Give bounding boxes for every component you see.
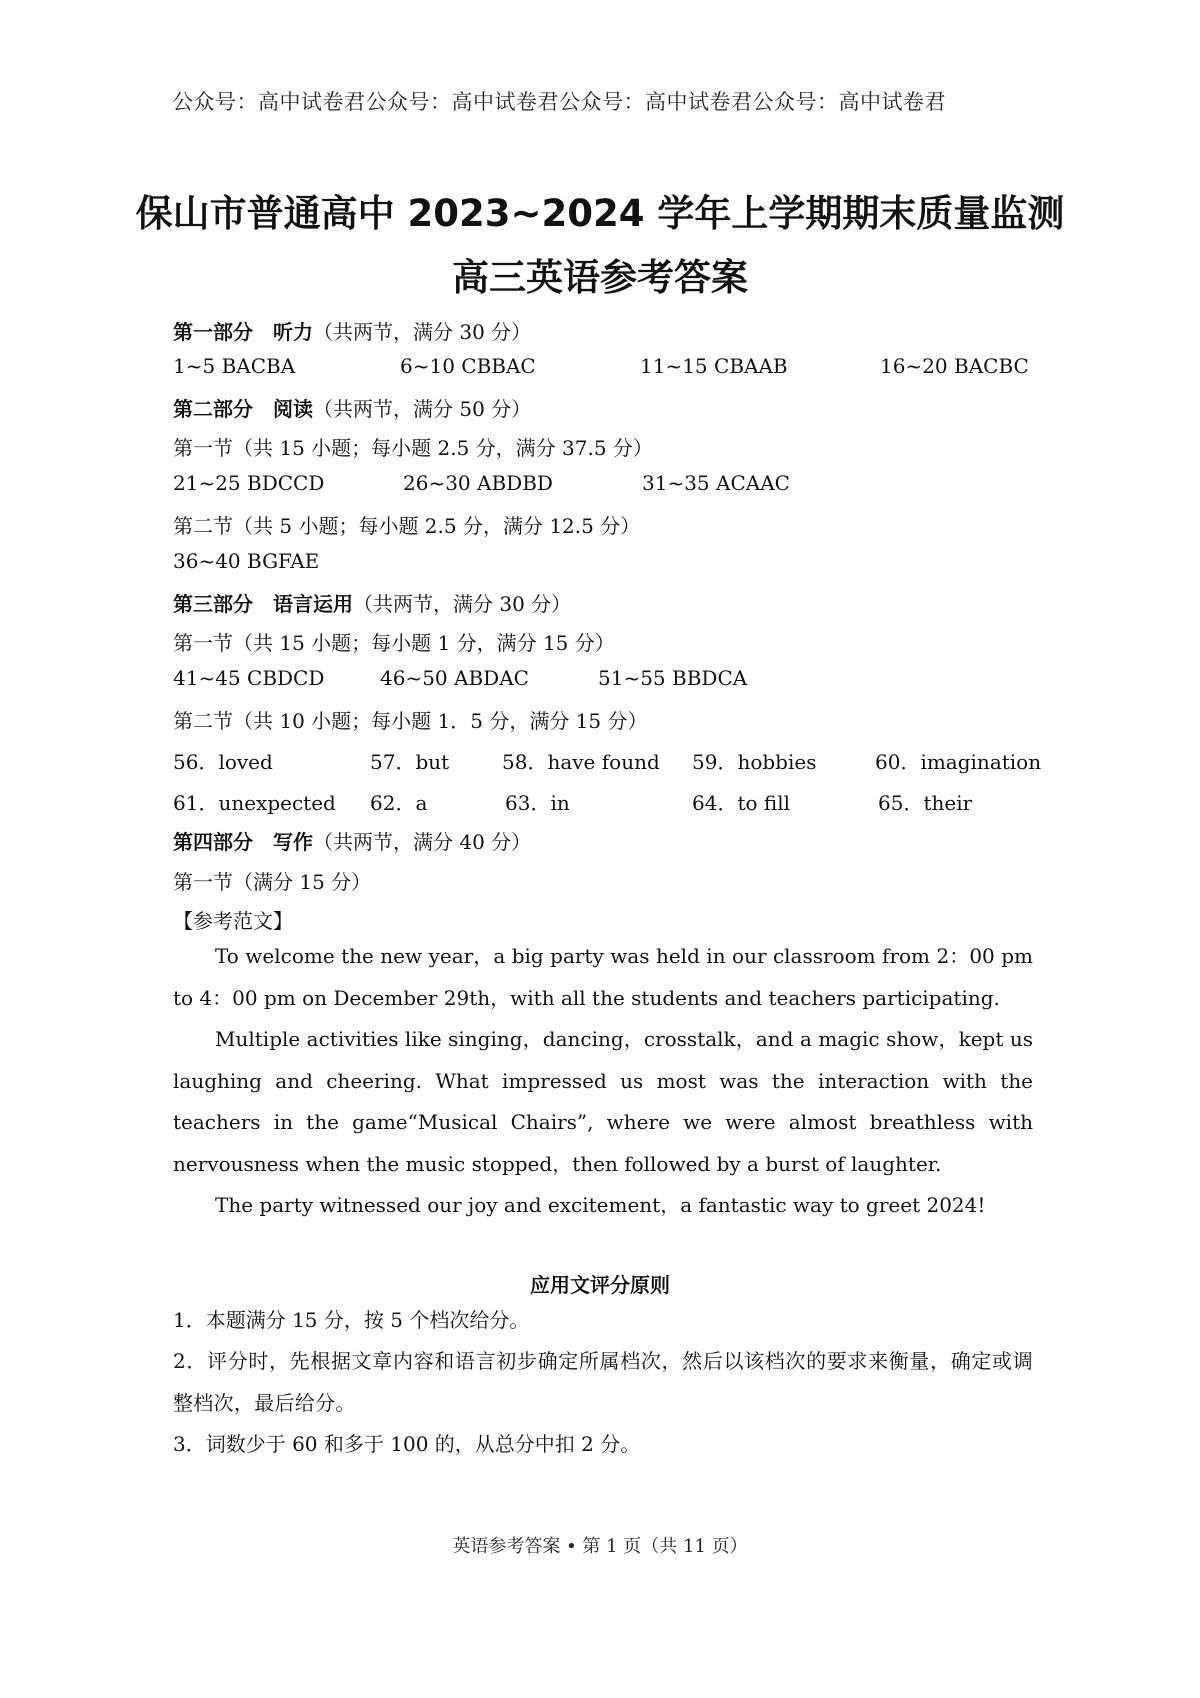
sample-essay-label: 【参考范文】 bbox=[173, 909, 293, 933]
part2-section2-note: 第二节（共 5 小题；每小题 2.5 分，满分 12.5 分） bbox=[173, 514, 641, 538]
part2-section1-note: 第一节（共 15 小题；每小题 2.5 分，满分 37.5 分） bbox=[173, 436, 653, 460]
part1-note: （共两节，满分 30 分） bbox=[313, 320, 532, 344]
answer-group: 46~50 ABDAC bbox=[380, 666, 529, 690]
answer-group: 6~10 CBBAC bbox=[400, 354, 536, 378]
rubric-heading: 应用文评分原则 bbox=[530, 1273, 670, 1297]
sample-paragraph-1: To welcome the new year，a big party was held in our classroom from 2：00 pm to 4：00 pm on December 29th，with all the students and teachers participating. bbox=[173, 944, 1033, 1010]
fill-answer: 65．their bbox=[878, 791, 973, 815]
part2-heading bbox=[173, 393, 531, 422]
fill-answer: 61．unexpected bbox=[173, 791, 336, 815]
fill-answer: 56．loved bbox=[173, 750, 273, 774]
answer-group: 21~25 BDCCD bbox=[173, 471, 325, 495]
part4-note: （共两节，满分 40 分） bbox=[313, 830, 532, 854]
answer-group: 41~45 CBDCD bbox=[173, 666, 325, 690]
part2-title: 第二部分 阅读 bbox=[173, 397, 313, 421]
answer-group: 36~40 BGFAE bbox=[173, 549, 320, 573]
rubric-rule-3: 3．词数少于 60 和多于 100 的，从总分中扣 2 分。 bbox=[173, 1432, 641, 1456]
part4-section1-note: 第一节（满分 15 分） bbox=[173, 870, 372, 894]
part3-heading bbox=[173, 588, 571, 617]
part3-section2-note: 第二节（共 10 小题；每小题 1．5 分，满分 15 分） bbox=[173, 709, 648, 733]
document-title: 保山市普通高中 2023~2024 学年上学期期末质量监测 bbox=[135, 192, 1065, 235]
sample-paragraph-2: Multiple activities like singing，dancing，crosstalk，and a magic show，kept us laughing and cheering. What impressed us most was the interaction with the teachers in the game“Musical Chairs”, where we were almost breathless with nervousness when the music stopped，then followed by a burst of laughter. bbox=[173, 1027, 1033, 1176]
answer-group: 51~55 BBDCA bbox=[598, 666, 748, 690]
page-footer: 英语参考答案 • 第 1 页（共 11 页） bbox=[452, 1536, 748, 1557]
answer-group: 11~15 CBAAB bbox=[640, 354, 788, 378]
answer-group: 16~20 BACBC bbox=[880, 354, 1029, 378]
fill-answer: 59．hobbies bbox=[692, 750, 817, 774]
part1-heading bbox=[173, 316, 531, 345]
fill-answer: 63．in bbox=[505, 791, 570, 815]
answer-group: 26~30 ABDBD bbox=[403, 471, 553, 495]
part4-title: 第四部分 写作 bbox=[173, 830, 313, 854]
rubric-rule-2: 2．评分时，先根据文章内容和语言初步确定所属档次，然后以该档次的要求来衡量，确定或调整档次，最后给分。 bbox=[173, 1349, 1033, 1415]
part3-section1-note: 第一节（共 15 小题；每小题 1 分，满分 15 分） bbox=[173, 631, 615, 655]
sample-paragraph-3: The party witnessed our joy and excitement，a fantastic way to greet 2024! bbox=[215, 1193, 986, 1217]
part2-note: （共两节，满分 50 分） bbox=[313, 397, 532, 421]
part3-note: （共两节，满分 30 分） bbox=[353, 592, 572, 616]
answer-group: 1~5 BACBA bbox=[173, 354, 296, 378]
answer-group: 31~35 ACAAC bbox=[642, 471, 790, 495]
fill-answer: 60．imagination bbox=[875, 750, 1042, 774]
fill-answer: 62．a bbox=[370, 791, 428, 815]
part3-title: 第三部分 语言运用 bbox=[173, 592, 353, 616]
part4-heading bbox=[173, 826, 531, 855]
part1-title: 第一部分 听力 bbox=[173, 320, 313, 344]
fill-answer: 58．have found bbox=[502, 750, 660, 774]
fill-answer: 64．to fill bbox=[692, 791, 791, 815]
rubric-rule-1: 1．本题满分 15 分，按 5 个档次给分。 bbox=[173, 1308, 530, 1332]
watermark-text: 公众号：高中试卷君公众号：高中试卷君公众号：高中试卷君公众号：高中试卷君 bbox=[172, 90, 946, 114]
fill-answer: 57．but bbox=[370, 750, 450, 774]
document-subtitle: 高三英语参考答案 bbox=[452, 256, 748, 299]
